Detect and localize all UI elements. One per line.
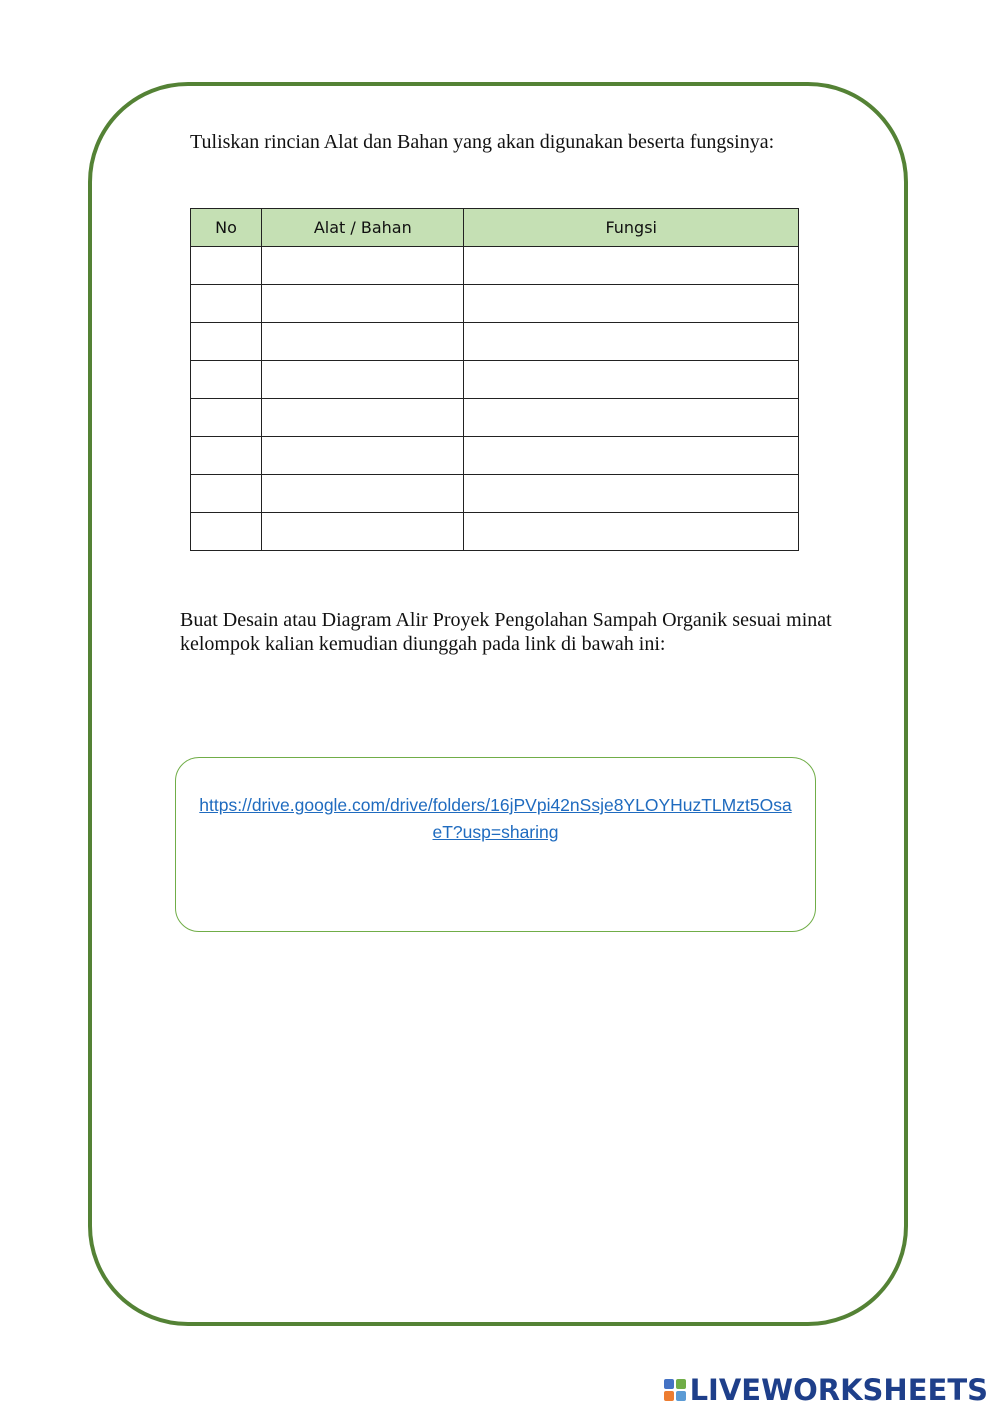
- cell-alat-bahan[interactable]: [262, 437, 464, 475]
- cell-no[interactable]: [191, 475, 262, 513]
- logo-tile: [676, 1379, 686, 1389]
- drive-folder-link[interactable]: https://drive.google.com/drive/folders/16jPVpi42nSsje8YLOYHuzTLMzt5OsaeT?usp=sharing: [199, 795, 792, 842]
- logo-tile: [664, 1391, 674, 1401]
- link-box: [175, 757, 816, 932]
- table-row: [191, 285, 799, 323]
- liveworksheets-logo-icon: [664, 1379, 686, 1401]
- cell-fungsi[interactable]: [464, 399, 799, 437]
- cell-alat-bahan[interactable]: [262, 285, 464, 323]
- cell-fungsi[interactable]: [464, 285, 799, 323]
- intro-text: Tuliskan rincian Alat dan Bahan yang akan digunakan beserta fungsinya:: [190, 131, 775, 153]
- cell-no[interactable]: [191, 513, 262, 551]
- cell-no[interactable]: [191, 361, 262, 399]
- cell-fungsi[interactable]: [464, 437, 799, 475]
- cell-alat-bahan[interactable]: [262, 361, 464, 399]
- cell-no[interactable]: [191, 437, 262, 475]
- brand-name: LIVEWORKSHEETS: [689, 1373, 988, 1407]
- table-header-row: [191, 209, 799, 247]
- cell-no[interactable]: [191, 399, 262, 437]
- cell-fungsi[interactable]: [464, 475, 799, 513]
- header-fungsi: Fungsi: [464, 209, 799, 247]
- cell-alat-bahan[interactable]: [262, 475, 464, 513]
- cell-alat-bahan[interactable]: [262, 323, 464, 361]
- cell-alat-bahan[interactable]: [262, 513, 464, 551]
- liveworksheets-brand: [664, 1373, 988, 1407]
- cell-no[interactable]: [191, 285, 262, 323]
- cell-no[interactable]: [191, 323, 262, 361]
- cell-fungsi[interactable]: [464, 247, 799, 285]
- table-row: [191, 475, 799, 513]
- table-row: [191, 399, 799, 437]
- cell-fungsi[interactable]: [464, 361, 799, 399]
- table-row: [191, 437, 799, 475]
- cell-fungsi[interactable]: [464, 323, 799, 361]
- tools-materials-table: [190, 208, 799, 551]
- header-alat-bahan: Alat / Bahan: [262, 209, 464, 247]
- table-row: [191, 361, 799, 399]
- cell-alat-bahan[interactable]: [262, 247, 464, 285]
- cell-no[interactable]: [191, 247, 262, 285]
- table-row: [191, 323, 799, 361]
- logo-tile: [676, 1391, 686, 1401]
- header-no: No: [191, 209, 262, 247]
- logo-tile: [664, 1379, 674, 1389]
- table-row: [191, 247, 799, 285]
- table-row: [191, 513, 799, 551]
- instruction-text: Buat Desain atau Diagram Alir Proyek Pengolahan Sampah Organik sesuai minat kelompok kalian kemudian diunggah pada link di bawah ini:: [180, 609, 832, 655]
- cell-alat-bahan[interactable]: [262, 399, 464, 437]
- cell-fungsi[interactable]: [464, 513, 799, 551]
